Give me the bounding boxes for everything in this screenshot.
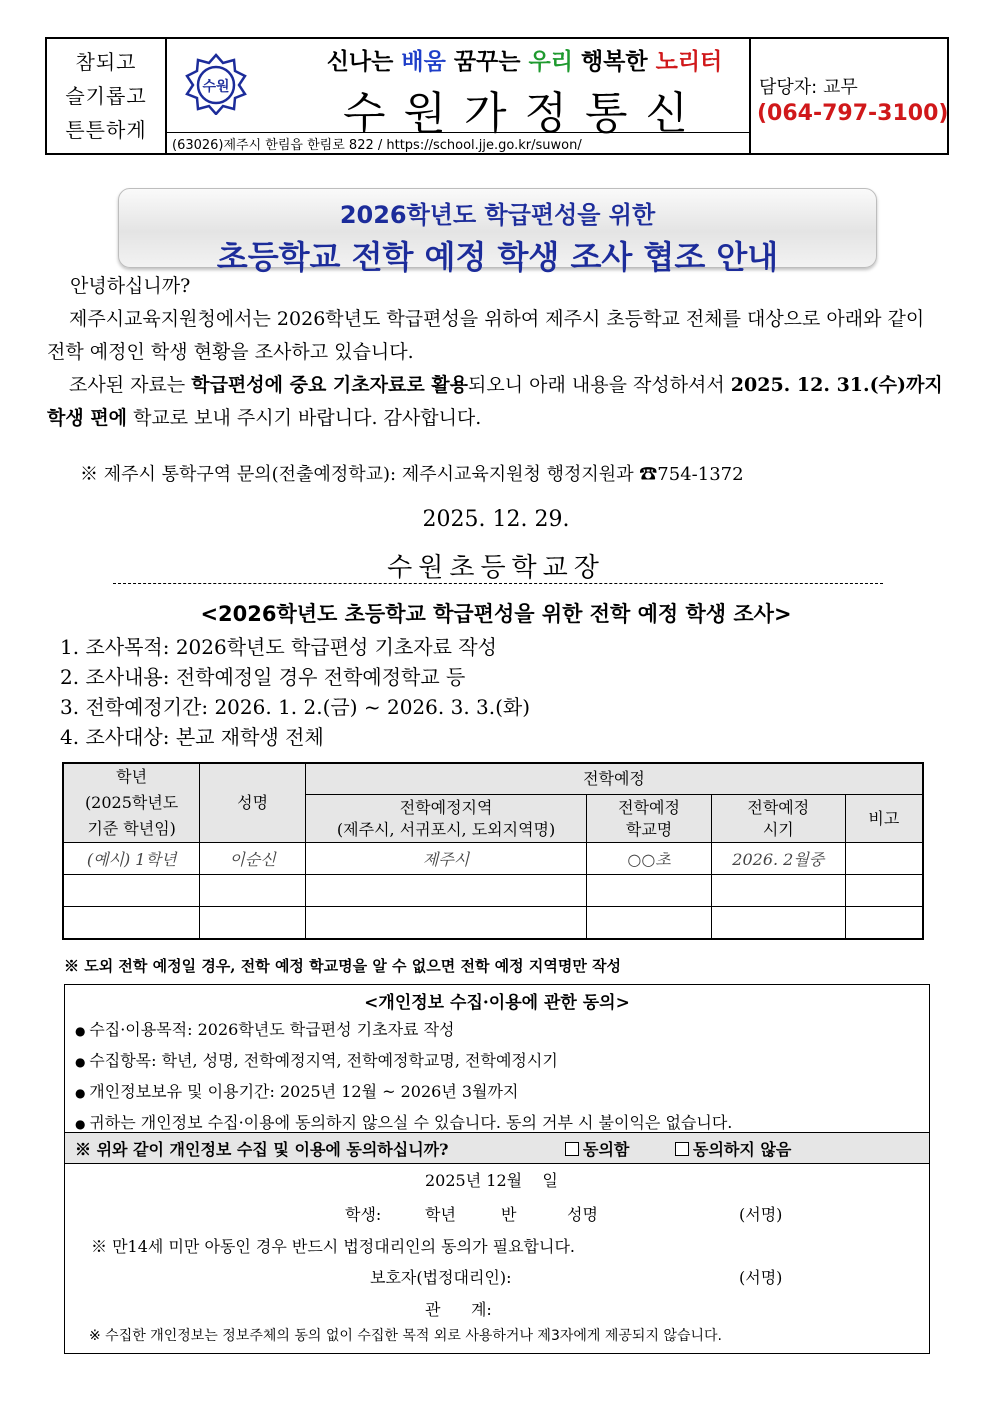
table-cell[interactable]: [587, 907, 712, 940]
school-address[interactable]: (63026)제주시 한림읍 한림로 822 / https://school.jje.go.kr/suwon/: [172, 138, 582, 153]
slogan-part: 신나는: [326, 49, 402, 75]
table-cell[interactable]: [305, 907, 586, 940]
table-cell: (예시) 1학년: [63, 843, 200, 875]
survey-title: <2026학년도 초등학교 학급편성을 위한 전학 예정 학생 조사>: [200, 602, 792, 626]
table-note: ※ 도외 전학 예정일 경우, 전학 예정 학교명을 알 수 없으면 전학 예정 지역명만 작성: [64, 957, 622, 975]
motto-line: 슬기롭고: [65, 84, 147, 108]
newsletter-header: [45, 37, 949, 155]
table-cell: 2026. 2월중: [711, 843, 845, 875]
header-text: 기준 학년임): [87, 819, 176, 838]
header-text: (제주시, 서귀포시, 도외지역명): [336, 819, 556, 839]
header-text: 전학예정: [618, 797, 680, 817]
consent-item: ● 수집·이용목적: 2026학년도 학급편성 기초자료 작성: [75, 1015, 732, 1046]
name-label: 성명: [567, 1205, 598, 1224]
guardian-signature[interactable]: (서명): [739, 1268, 783, 1287]
disagree-option[interactable]: [675, 1137, 791, 1160]
inquiry-note: ※ 제주시 통학구역 문의(전출예정학교): 제주시교육지원청 행정지원과 ☎754-1372: [80, 464, 744, 485]
contact-phone: (064-797-3100): [757, 101, 949, 126]
slogan-part: 꿈꾸는: [445, 49, 529, 75]
banner-title: 초등학교 전학 예정 학생 조사 협조 안내: [216, 238, 779, 276]
school-motto: [47, 39, 167, 153]
notice-banner: [118, 188, 877, 276]
consent-box: [64, 984, 930, 1354]
survey-item: 2. 조사내용: 전학예정일 경우 전학예정학교 등: [60, 665, 466, 689]
para-deadline: 2025. 12. 31.(수)까지 학생 편에: [47, 374, 943, 429]
header-time: [711, 795, 845, 843]
table-row[interactable]: [63, 875, 923, 907]
table-cell[interactable]: [845, 907, 923, 940]
motto-line: 참되고: [75, 50, 137, 74]
table-cell[interactable]: [63, 907, 200, 940]
header-text: 전학예정: [747, 797, 810, 817]
relation-label: 관 계:: [425, 1300, 492, 1319]
survey-table: [62, 762, 924, 940]
disagree-checkbox[interactable]: [675, 1142, 689, 1156]
consent-title: <개인정보 수집·이용에 관한 동의>: [364, 993, 630, 1013]
survey-item: 4. 조사대상: 본교 재학생 전체: [60, 725, 324, 749]
agree-checkbox[interactable]: [565, 1142, 579, 1156]
survey-item: 3. 전학예정기간: 2026. 1. 2.(금) ~ 2026. 3. 3.(화): [60, 695, 531, 719]
student-label: 학생:: [345, 1205, 382, 1224]
slogan: [247, 43, 802, 76]
header-text: (2025학년도: [84, 793, 179, 812]
consent-item: ● 귀하는 개인정보 수집·이용에 동의하지 않으실 수 있습니다. 동의 거부 시 불이익은 없습니다.: [75, 1108, 732, 1139]
table-cell[interactable]: [63, 875, 200, 907]
contact-box: [749, 39, 949, 153]
survey-items: [60, 632, 530, 752]
banner-subtitle: 2026학년도 학급편성을 위한: [339, 201, 656, 229]
slogan-part: 노리터: [655, 49, 723, 75]
para-text: 조사된 자료는: [69, 374, 192, 396]
agree-option[interactable]: [565, 1137, 629, 1160]
consent-item: ● 수집항목: 학년, 성명, 전학예정지역, 전학예정학교명, 전학예정시기: [75, 1046, 732, 1077]
under14-note: ※ 만14세 미만 아동인 경우 반드시 법정대리인의 동의가 필요합니다.: [91, 1237, 575, 1256]
header-name: 성명: [200, 763, 306, 843]
para-emphasis: 학급편성에 중요 기초자료로 활용: [191, 374, 469, 396]
consent-date[interactable]: 2025년 12월 일: [425, 1171, 558, 1190]
header-note: 비고: [845, 795, 923, 843]
consent-question-row: [65, 1132, 929, 1164]
grade-label: 학년: [425, 1205, 456, 1224]
table-cell: [845, 843, 923, 875]
header-region: [305, 795, 586, 843]
para-text: 되오니 아래 내용을 작성하셔서: [468, 374, 731, 396]
consent-question: ※ 위와 같이 개인정보 수집 및 이용에 동의하십니까?: [75, 1140, 449, 1159]
logo-text: 수원: [202, 79, 230, 95]
consent-items: [75, 1015, 732, 1139]
signer: 수원초등학교장: [387, 553, 605, 583]
guardian-label: 보호자(법정대리인):: [370, 1268, 512, 1287]
contact-person: 담당자: 교무: [759, 77, 858, 98]
student-signature[interactable]: (서명): [739, 1205, 783, 1224]
header-text: 전학예정지역: [399, 797, 493, 817]
table-cell[interactable]: [711, 907, 845, 940]
table-cell[interactable]: [587, 875, 712, 907]
class-label: 반: [501, 1205, 517, 1224]
issue-date: 2025. 12. 29.: [422, 507, 570, 532]
header-grade: [63, 763, 200, 843]
privacy-note: ※ 수집한 개인정보는 정보주체의 동의 없이 수집한 목적 외로 사용하거나 제3자에게 제공되지 않습니다.: [89, 1328, 722, 1344]
table-cell: 이순신: [200, 843, 306, 875]
agree-label: 동의함: [583, 1140, 630, 1159]
table-cell: ○○초: [587, 843, 712, 875]
disagree-label: 동의하지 않음: [693, 1140, 792, 1159]
header-text: 학교명: [625, 819, 673, 839]
header-text: 시기: [762, 819, 794, 839]
consent-item: ● 개인정보보유 및 이용기간: 2025년 12월 ~ 2026년 3월까지: [75, 1077, 732, 1108]
letter-paragraph-2: [47, 369, 947, 435]
table-row-example: [63, 843, 923, 875]
school-logo-icon: [185, 53, 247, 115]
slogan-part: 행복한: [572, 49, 656, 75]
table-cell[interactable]: [305, 875, 586, 907]
header-school: [587, 795, 712, 843]
table-row[interactable]: [63, 907, 923, 940]
table-cell[interactable]: [845, 875, 923, 907]
newsletter-title: 수원가정통신: [342, 88, 707, 139]
table-cell[interactable]: [200, 907, 306, 940]
table-cell[interactable]: [711, 875, 845, 907]
table-cell[interactable]: [200, 875, 306, 907]
greeting: 안녕하십니까?: [70, 275, 191, 297]
cut-line: [113, 583, 883, 584]
header-transfer: 전학예정: [305, 763, 923, 795]
survey-item: 1. 조사목적: 2026학년도 학급편성 기초자료 작성: [60, 635, 497, 659]
para-text: 학교로 보내 주시기 바랍니다. 감사합니다.: [127, 407, 482, 429]
slogan-part: 배움: [401, 49, 446, 75]
table-cell: 제주시: [305, 843, 586, 875]
motto-line: 튼튼하게: [65, 118, 147, 142]
letter-paragraph-1: 제주시교육지원청에서는 2026학년도 학급편성을 위하여 제주시 초등학교 전체를 대상으로 아래와 같이 전학 예정인 학생 현황을 조사하고 있습니다.: [47, 308, 925, 363]
header-text: 학년: [116, 767, 148, 786]
slogan-part: 우리: [528, 49, 573, 75]
